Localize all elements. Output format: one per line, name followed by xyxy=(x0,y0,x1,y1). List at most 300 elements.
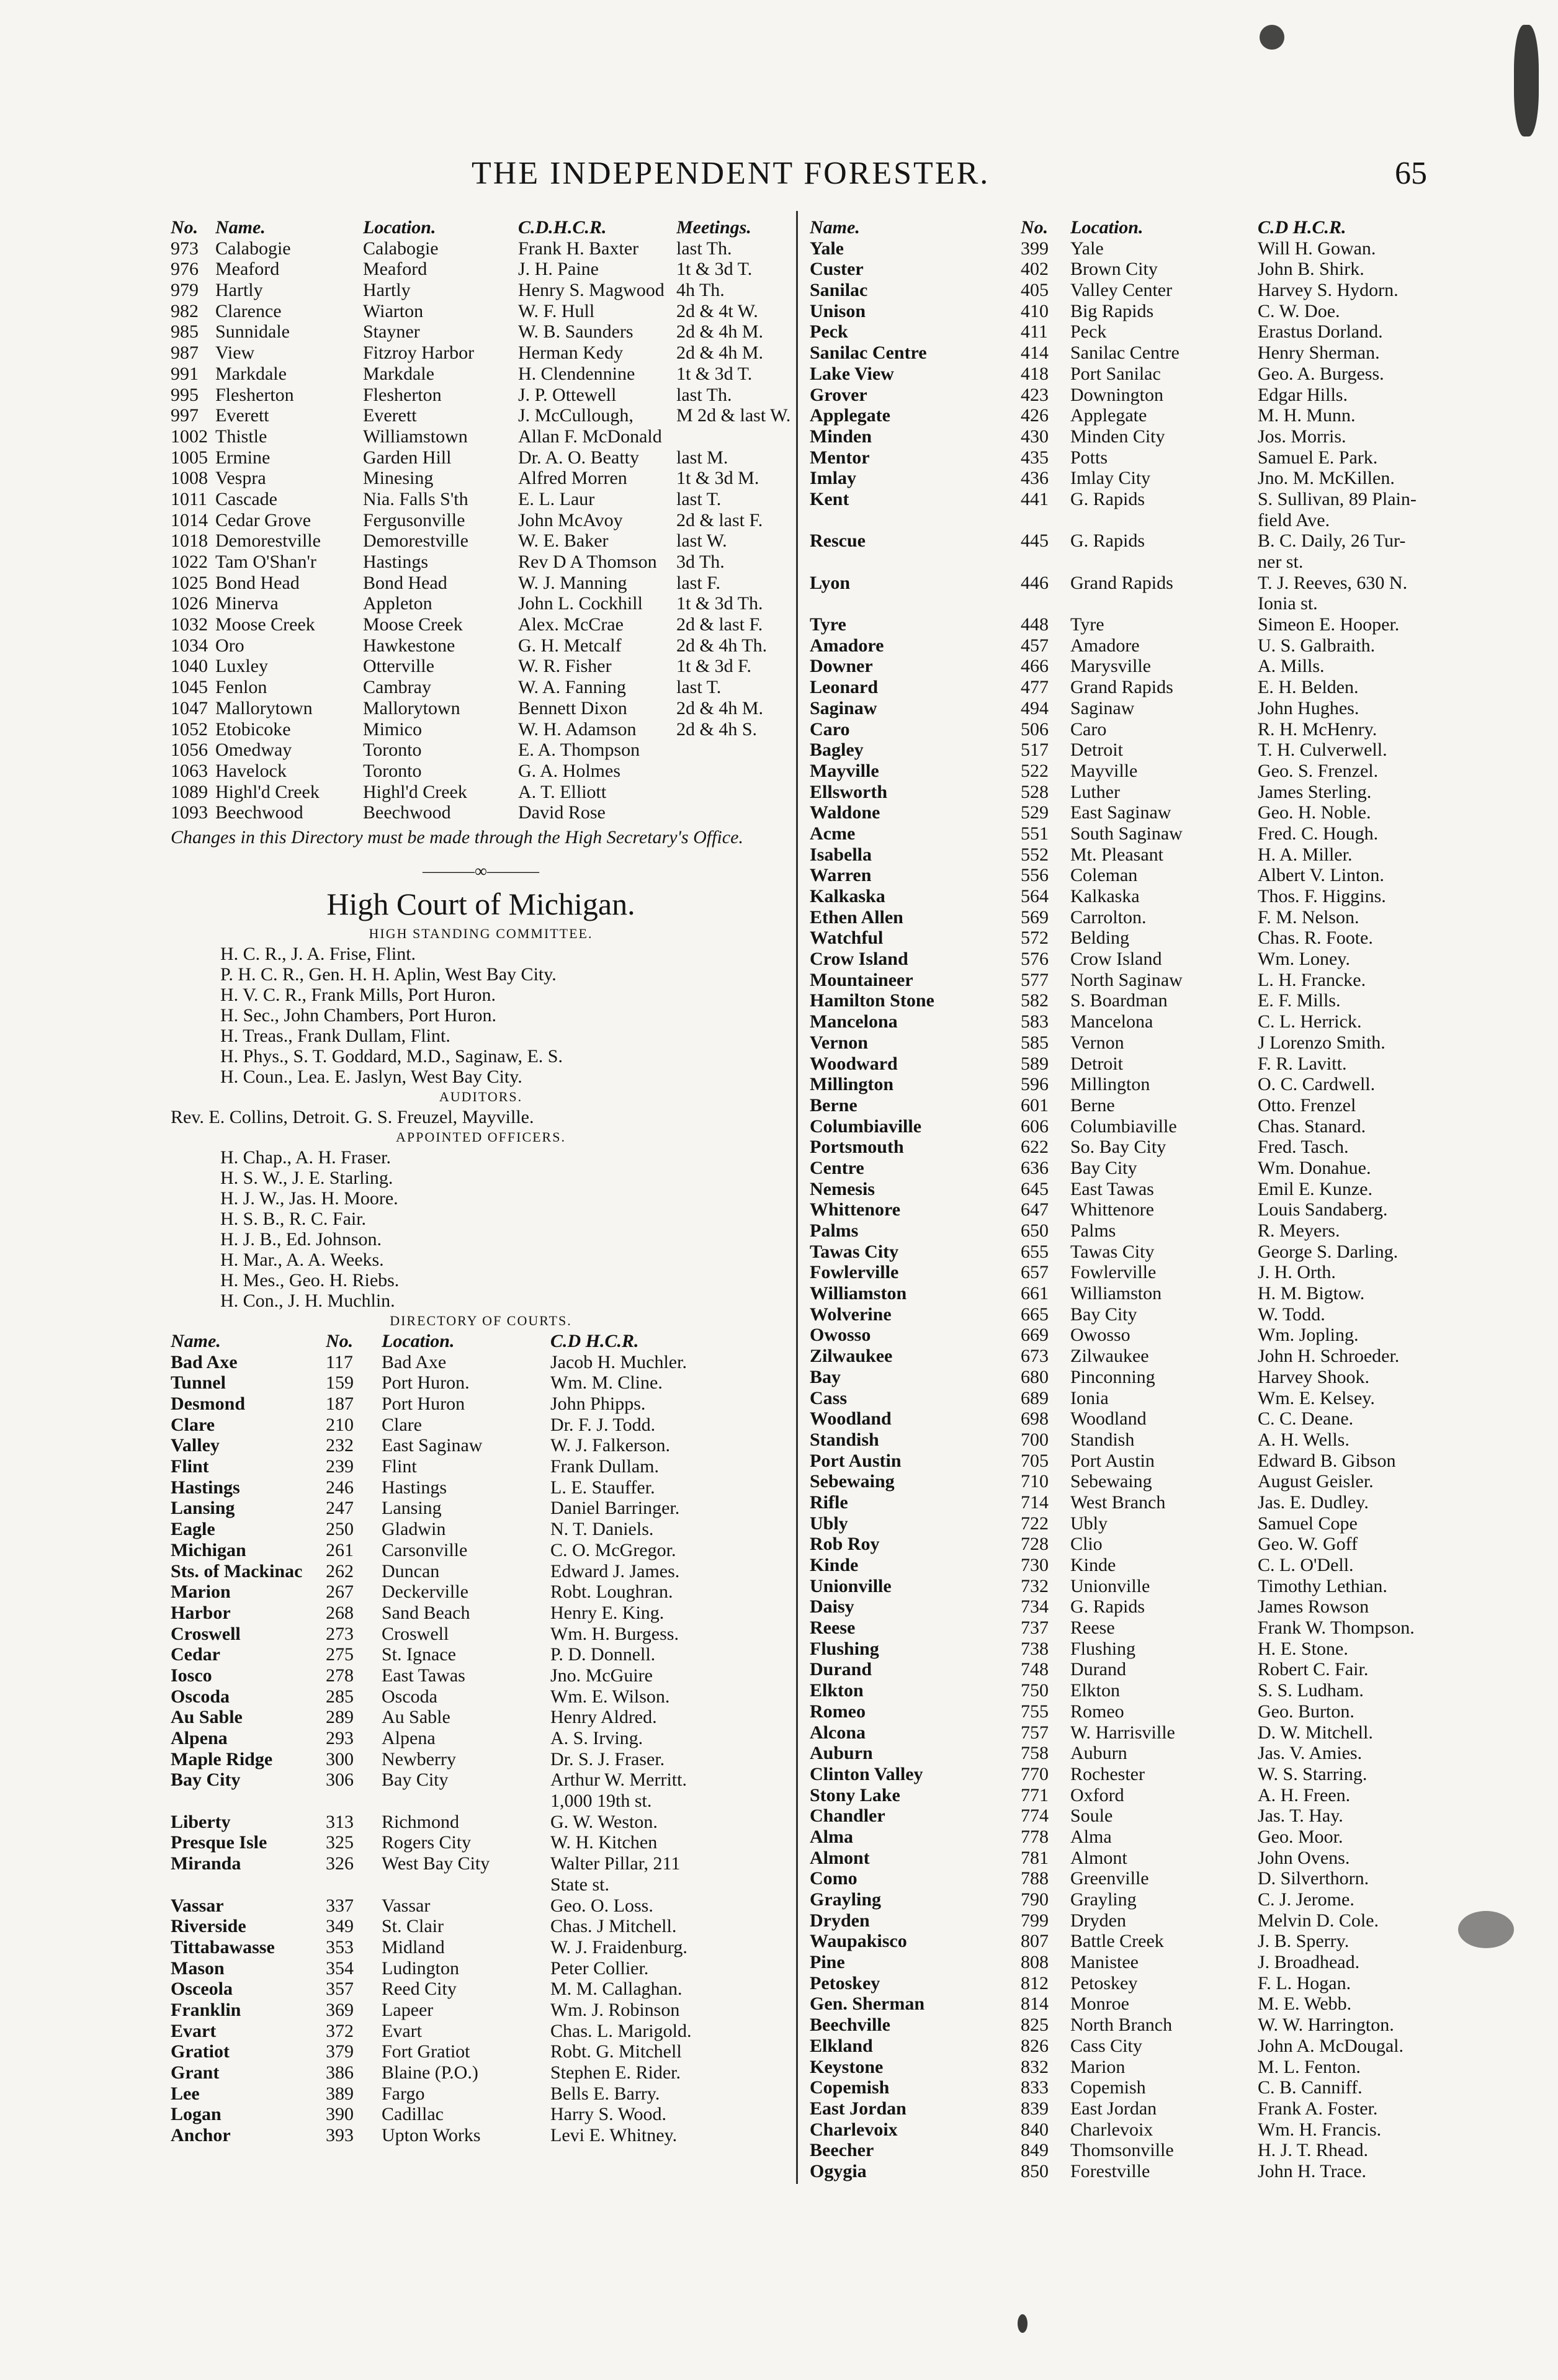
appointed-officer: H. Con., J. H. Muchlin. xyxy=(220,1290,395,1311)
table-row xyxy=(171,1979,791,2000)
court-location: Valley Center xyxy=(1070,280,1173,301)
court-location: Auburn xyxy=(1070,1743,1127,1764)
court-deputy: ner st. xyxy=(1258,552,1304,572)
court-location: Gladwin xyxy=(382,1519,446,1540)
table-row xyxy=(171,447,791,468)
court-name: Alpena xyxy=(171,1728,228,1748)
lodge-name: Tam O'Shan'r xyxy=(215,552,316,572)
table-row xyxy=(810,2119,1436,2141)
court-location: Port Sanilac xyxy=(1070,363,1161,384)
appointed-officer: H. S. W., J. E. Starling. xyxy=(220,1167,393,1188)
court-location: Rogers City xyxy=(382,1832,472,1853)
court-deputy: Wm. E. Wilson. xyxy=(550,1686,670,1707)
court-deputy: Fred. Tasch. xyxy=(1258,1137,1349,1158)
court-name: Liberty xyxy=(171,1811,231,1832)
court-deputy: Melvin D. Cole. xyxy=(1258,1910,1379,1931)
court-number: 833 xyxy=(1021,2077,1049,2098)
lodge-name: Havelock xyxy=(215,760,287,781)
appointed-officer: H. S. B., R. C. Fair. xyxy=(220,1208,367,1229)
court-deputy: John Phipps. xyxy=(550,1394,646,1414)
lodge-meetings: M 2d & last W. xyxy=(676,405,791,426)
page-header xyxy=(174,155,1439,199)
court-location: St. Clair xyxy=(382,1916,444,1937)
court-location: Flint xyxy=(382,1456,417,1477)
court-number: 689 xyxy=(1021,1387,1049,1408)
table-row xyxy=(810,1388,1436,1409)
court-number: 446 xyxy=(1021,572,1049,593)
lodge-location: Flesherton xyxy=(363,384,442,405)
table-row xyxy=(171,426,791,447)
court-name: Wolverine xyxy=(810,1304,892,1325)
court-location: Blaine (P.O.) xyxy=(382,2062,478,2083)
court-location: Soule xyxy=(1070,1805,1113,1827)
court-name: Imlay xyxy=(810,468,856,489)
table-row xyxy=(810,1848,1436,1869)
court-location: Detroit xyxy=(1070,740,1123,761)
ink-smudge xyxy=(1458,1911,1514,1948)
table-row xyxy=(171,1477,791,1498)
court-location: Mayville xyxy=(1070,760,1138,781)
table-row xyxy=(810,2015,1436,2036)
court-deputy: Will H. Gowan. xyxy=(1258,238,1376,259)
court-deputy: H. A. Miller. xyxy=(1258,844,1353,865)
court-deputy: George S. Darling. xyxy=(1258,1241,1399,1262)
court-name: Mason xyxy=(171,1957,225,1979)
court-deputy: Jno. McGuire xyxy=(550,1665,653,1686)
court-name: Auburn xyxy=(810,1743,873,1764)
table-row xyxy=(810,489,1436,510)
court-number: 589 xyxy=(1021,1053,1049,1074)
appointed-officer: H. Chap., A. H. Fraser. xyxy=(220,1147,391,1168)
court-name: Rob Roy xyxy=(810,1534,880,1555)
table-row xyxy=(810,1555,1436,1576)
court-location: Whittenore xyxy=(1070,1199,1154,1220)
lodge-location: Mimico xyxy=(363,718,422,740)
court-location: Carrolton. xyxy=(1070,906,1147,928)
court-deputy: Simeon E. Hooper. xyxy=(1258,614,1400,635)
court-number: 430 xyxy=(1021,426,1049,447)
court-location: East Tawas xyxy=(382,1665,465,1686)
table-row xyxy=(810,1074,1436,1095)
table-row xyxy=(171,2062,791,2083)
court-name: Downer xyxy=(810,656,873,677)
court-deputy: Dr. F. J. Todd. xyxy=(550,1414,656,1435)
court-location: Flushing xyxy=(1070,1638,1136,1659)
court-deputy: Wm. Jopling. xyxy=(1258,1325,1359,1346)
court-deputy: C. L. O'Dell. xyxy=(1258,1555,1354,1575)
court-number: 354 xyxy=(326,1957,354,1979)
court-deputy: John Hughes. xyxy=(1258,697,1359,718)
table-row xyxy=(810,1220,1436,1241)
lodge-number: 1052 xyxy=(171,718,208,740)
court-name: Charlevoix xyxy=(810,2119,898,2140)
table-row xyxy=(171,2104,791,2125)
table-row xyxy=(171,259,791,280)
auditors-heading: AUDITORS. xyxy=(439,1088,523,1104)
court-location: Marysville xyxy=(1070,656,1151,677)
lodge-name: Oro xyxy=(215,635,244,656)
left-column xyxy=(171,217,791,2146)
lodge-number: 979 xyxy=(171,280,199,301)
lodge-deputy: Bennett Dixon xyxy=(518,697,627,718)
court-number: 700 xyxy=(1021,1429,1049,1450)
court-location: Mancelona xyxy=(1070,1011,1153,1032)
table-row xyxy=(810,1429,1436,1451)
court-location: Caro xyxy=(1070,718,1107,740)
court-name: Lee xyxy=(171,2083,200,2104)
table-row xyxy=(810,510,1436,531)
table-row xyxy=(810,1993,1436,2015)
lodge-meetings: 3d Th. xyxy=(676,552,725,572)
court-number: 572 xyxy=(1021,928,1049,949)
court-deputy: Geo. A. Burgess. xyxy=(1258,363,1384,384)
court-name: Sts. of Mackinac xyxy=(171,1560,303,1581)
court-name: Durand xyxy=(810,1659,872,1680)
court-location: Berne xyxy=(1070,1094,1115,1116)
table-row xyxy=(810,1137,1436,1158)
court-location: Hastings xyxy=(382,1477,447,1498)
court-number: 714 xyxy=(1021,1492,1049,1513)
court-name: Bad Axe xyxy=(171,1351,238,1372)
court-name: Portsmouth xyxy=(810,1137,904,1158)
court-number: 650 xyxy=(1021,1220,1049,1241)
table-row xyxy=(810,823,1436,844)
court-name: Elkland xyxy=(810,2035,873,2056)
court-location: Petoskey xyxy=(1070,1972,1138,1993)
court-name: Kinde xyxy=(810,1555,859,1575)
court-number: 705 xyxy=(1021,1450,1049,1471)
table-row xyxy=(810,1325,1436,1346)
lodge-deputy: Henry S. Magwood xyxy=(518,280,665,301)
court-number: 410 xyxy=(1021,300,1049,321)
court-location: Palms xyxy=(1070,1220,1116,1241)
lodge-name: Demorestville xyxy=(215,530,321,552)
court-number: 262 xyxy=(326,1560,354,1581)
table-row xyxy=(171,1832,791,1853)
table-row xyxy=(810,1952,1436,1973)
right-column xyxy=(810,217,1436,2182)
court-number: 445 xyxy=(1021,530,1049,552)
table-row xyxy=(810,1241,1436,1263)
court-location: Grand Rapids xyxy=(1070,677,1173,698)
court-number: 268 xyxy=(326,1602,354,1623)
table-row xyxy=(171,635,791,656)
lodge-deputy: Herman Kedy xyxy=(518,342,624,364)
court-name: Daisy xyxy=(810,1596,854,1617)
committee-member: H. V. C. R., Frank Mills, Port Huron. xyxy=(220,984,496,1005)
column-header: C.D H.C.R. xyxy=(550,1330,639,1351)
court-number: 680 xyxy=(1021,1366,1049,1387)
lodge-number: 1089 xyxy=(171,781,208,802)
court-name: Minden xyxy=(810,426,872,447)
court-number: 278 xyxy=(326,1665,354,1686)
table-row xyxy=(810,1283,1436,1304)
court-deputy: O. C. Cardwell. xyxy=(1258,1074,1376,1095)
court-name: Williamston xyxy=(810,1283,907,1304)
table-row xyxy=(171,1749,791,1770)
court-deputy: A. H. Wells. xyxy=(1258,1429,1350,1450)
court-deputy: Chas. L. Marigold. xyxy=(550,2020,692,2041)
court-deputy: Wm. Donahue. xyxy=(1258,1157,1371,1178)
table-row xyxy=(810,1639,1436,1660)
court-deputy: U. S. Galbraith. xyxy=(1258,635,1376,656)
court-number: 839 xyxy=(1021,2098,1049,2119)
table-row xyxy=(171,468,791,489)
court-name: Bay xyxy=(810,1366,841,1387)
table-row xyxy=(171,2125,791,2146)
lodge-number: 1026 xyxy=(171,593,208,614)
table-row xyxy=(810,1680,1436,1701)
court-number: 399 xyxy=(1021,238,1049,259)
court-name: Kent xyxy=(810,488,849,509)
table-row xyxy=(171,1665,791,1686)
court-deputy: Wm. M. Cline. xyxy=(550,1372,663,1394)
table-row xyxy=(171,1435,791,1456)
court-deputy: Geo. O. Loss. xyxy=(550,1895,653,1916)
table-row xyxy=(171,1561,791,1582)
court-name: Waupakisco xyxy=(810,1931,907,1952)
lodge-location: Demorestville xyxy=(363,530,468,552)
lodge-name: Hartly xyxy=(215,280,263,301)
court-number: 673 xyxy=(1021,1346,1049,1367)
court-number: 275 xyxy=(326,1644,354,1665)
lodge-meetings: 1t & 3d M. xyxy=(676,468,759,489)
court-location: Vernon xyxy=(1070,1032,1124,1053)
table-row xyxy=(171,489,791,510)
lodge-location: Fitzroy Harbor xyxy=(363,342,475,364)
lodge-location: Mallorytown xyxy=(363,697,460,718)
court-location: Durand xyxy=(1070,1659,1126,1680)
court-number: 325 xyxy=(326,1832,354,1853)
court-location: Standish xyxy=(1070,1429,1135,1450)
court-name: Cedar xyxy=(171,1644,220,1665)
lodge-meetings: 4h Th. xyxy=(676,280,725,301)
lodge-deputy: E. L. Laur xyxy=(518,488,595,509)
lodge-name: Sunnidale xyxy=(215,321,290,342)
court-deputy: James Rowson xyxy=(1258,1596,1369,1617)
court-deputy: Bells E. Barry. xyxy=(550,2083,660,2104)
lodge-meetings: last M. xyxy=(676,447,728,468)
court-name: Acme xyxy=(810,823,856,844)
court-number: 393 xyxy=(326,2125,354,2146)
court-deputy: John H. Trace. xyxy=(1258,2160,1367,2181)
table-row xyxy=(171,1372,791,1394)
auditors-line: Rev. E. Collins, Detroit. G. S. Freuzel, Mayville. xyxy=(171,1106,534,1127)
table-row xyxy=(171,1937,791,1958)
lodge-meetings: 2d & last F. xyxy=(676,614,763,635)
court-number: 337 xyxy=(326,1895,354,1916)
court-name: Rifle xyxy=(810,1492,848,1513)
court-deputy: J Lorenzo Smith. xyxy=(1258,1032,1386,1053)
court-number: 379 xyxy=(326,2041,354,2062)
lodge-location: Hartly xyxy=(363,280,411,301)
lodge-meetings: 2d & 4h M. xyxy=(676,697,764,718)
table-row xyxy=(810,656,1436,677)
committee-member: H. Phys., S. T. Goddard, M.D., Saginaw, E. S. xyxy=(220,1045,563,1067)
lodge-name: Everett xyxy=(215,405,269,426)
lodge-deputy: J. McCullough, xyxy=(518,405,633,426)
table-row xyxy=(171,2021,791,2042)
court-number: 389 xyxy=(326,2083,354,2104)
court-number: 506 xyxy=(1021,718,1049,740)
court-number: 494 xyxy=(1021,697,1049,718)
court-location: Carsonville xyxy=(382,1539,468,1560)
table-row xyxy=(810,342,1436,364)
court-location: Sebewaing xyxy=(1070,1471,1152,1492)
court-number: 732 xyxy=(1021,1575,1049,1596)
court-deputy: Henry E. King. xyxy=(550,1602,665,1623)
court-name: Petoskey xyxy=(810,1972,880,1993)
lodge-deputy: W. R. Fisher xyxy=(518,656,612,677)
court-deputy: C. L. Herrick. xyxy=(1258,1011,1362,1032)
court-number: 770 xyxy=(1021,1763,1049,1784)
court-location: G. Rapids xyxy=(1070,488,1145,509)
court-deputy: R. H. McHenry. xyxy=(1258,718,1377,740)
table-row xyxy=(810,552,1436,573)
court-name: Ellsworth xyxy=(810,781,888,802)
table-row xyxy=(171,1916,791,1937)
lodge-number: 1040 xyxy=(171,656,208,677)
court-location: Luther xyxy=(1070,781,1120,802)
table-row xyxy=(810,301,1436,322)
court-number: 728 xyxy=(1021,1534,1049,1555)
court-number: 556 xyxy=(1021,865,1049,886)
court-number: 840 xyxy=(1021,2119,1049,2140)
court-location: East Saginaw xyxy=(382,1435,483,1456)
directory-heading: DIRECTORY OF COURTS. xyxy=(390,1312,572,1328)
lodge-name: Bond Head xyxy=(215,572,300,593)
court-location: Duncan xyxy=(382,1560,440,1581)
appointed-heading: APPOINTED OFFICERS. xyxy=(396,1129,566,1145)
court-deputy: Wm. Loney. xyxy=(1258,949,1350,970)
table-row xyxy=(810,1367,1436,1388)
court-deputy: Frank Dullam. xyxy=(550,1456,659,1477)
lodge-deputy: John L. Cockhill xyxy=(518,593,643,614)
court-number: 737 xyxy=(1021,1617,1049,1639)
court-deputy: J. H. Orth. xyxy=(1258,1262,1336,1283)
table-row xyxy=(810,802,1436,823)
court-deputy: H. J. T. Rhead. xyxy=(1258,2140,1369,2161)
court-location: Evart xyxy=(382,2020,422,2041)
court-number: 522 xyxy=(1021,760,1049,781)
court-number: 426 xyxy=(1021,405,1049,426)
court-name: Saginaw xyxy=(810,697,877,718)
lodge-deputy: Frank H. Baxter xyxy=(518,238,639,259)
table-row xyxy=(171,677,791,698)
lodge-deputy: G. A. Holmes xyxy=(518,760,620,781)
court-name: Reese xyxy=(810,1617,856,1639)
table-row xyxy=(810,1492,1436,1513)
court-deputy: C. B. Canniff. xyxy=(1258,2077,1363,2098)
lodge-deputy: W. F. Hull xyxy=(518,300,595,321)
column-header: No. xyxy=(326,1330,354,1351)
lodge-name: Cascade xyxy=(215,488,277,509)
court-number: 436 xyxy=(1021,468,1049,489)
lodge-name: Thistle xyxy=(215,426,267,447)
court-deputy: Fred. C. Hough. xyxy=(1258,823,1379,844)
table-row xyxy=(810,1116,1436,1137)
table-row xyxy=(810,426,1436,447)
court-name: Owosso xyxy=(810,1325,871,1346)
table-row xyxy=(810,2057,1436,2078)
court-location: G. Rapids xyxy=(1070,530,1145,552)
table-row xyxy=(171,614,791,635)
court-deputy: W. S. Starring. xyxy=(1258,1763,1368,1784)
court-deputy: C. O. McGregor. xyxy=(550,1539,676,1560)
table-row xyxy=(171,1415,791,1436)
column-header: Name. xyxy=(810,217,860,238)
court-location: Williamston xyxy=(1070,1283,1162,1304)
court-name: Amadore xyxy=(810,635,884,656)
court-number: 159 xyxy=(326,1372,354,1394)
court-name: Copemish xyxy=(810,2077,890,2098)
court-name: Mancelona xyxy=(810,1011,898,1032)
lodge-location: Nia. Falls S'th xyxy=(363,488,468,509)
court-deputy: Geo. Burton. xyxy=(1258,1701,1354,1722)
court-number: 529 xyxy=(1021,802,1049,823)
table-row xyxy=(810,970,1436,991)
court-number: 596 xyxy=(1021,1074,1049,1095)
lodge-deputy: W. A. Fanning xyxy=(518,677,626,698)
court-deputy: Arthur W. Merritt. xyxy=(550,1769,687,1791)
court-name: Rescue xyxy=(810,530,866,552)
court-deputy: P. D. Donnell. xyxy=(550,1644,656,1665)
lodge-number: 1014 xyxy=(171,509,208,530)
table-row xyxy=(171,552,791,573)
court-deputy: Timothy Lethian. xyxy=(1258,1575,1387,1596)
table-row xyxy=(810,886,1436,907)
table-row xyxy=(810,1011,1436,1032)
court-location: Midland xyxy=(382,1936,445,1957)
court-deputy: Edward J. James. xyxy=(550,1560,680,1581)
lodge-name: Vespra xyxy=(215,468,266,489)
lodge-meetings: 1t & 3d T. xyxy=(676,259,753,280)
lodge-number: 1056 xyxy=(171,740,208,761)
court-deputy: Edward B. Gibson xyxy=(1258,1450,1396,1471)
lodge-number: 1034 xyxy=(171,635,208,656)
court-name: Woodward xyxy=(810,1053,898,1074)
court-number: 285 xyxy=(326,1686,354,1707)
court-location: Sanilac Centre xyxy=(1070,342,1180,364)
court-name: Port Austin xyxy=(810,1450,902,1471)
table-row xyxy=(810,593,1436,614)
appointed-officer: H. Mar., A. A. Weeks. xyxy=(220,1249,384,1270)
court-deputy: E. F. Mills. xyxy=(1258,990,1341,1011)
court-location: Upton Works xyxy=(382,2125,481,2146)
court-deputy: L. E. Stauffer. xyxy=(550,1477,655,1498)
table-row xyxy=(810,1451,1436,1472)
lodge-meetings: last T. xyxy=(676,488,722,509)
table-row xyxy=(171,405,791,426)
court-name: Vassar xyxy=(171,1895,224,1916)
court-number: 528 xyxy=(1021,781,1049,802)
court-deputy: W. H. Kitchen xyxy=(550,1832,658,1853)
lodge-deputy: Allan F. McDonald xyxy=(518,426,662,447)
court-number: 647 xyxy=(1021,1199,1049,1220)
court-number: 232 xyxy=(326,1435,354,1456)
court-number: 722 xyxy=(1021,1513,1049,1534)
table-row xyxy=(171,342,791,364)
court-location: North Branch xyxy=(1070,2015,1173,2036)
column-header: No. xyxy=(1021,217,1049,238)
court-number: 353 xyxy=(326,1936,354,1957)
lodge-meetings: last W. xyxy=(676,530,727,552)
table-row xyxy=(810,677,1436,698)
lodge-location: Meaford xyxy=(363,259,428,280)
court-number: 771 xyxy=(1021,1784,1049,1805)
column-header: C.D H.C.R. xyxy=(1258,217,1346,238)
column-header: Name. xyxy=(215,217,266,238)
